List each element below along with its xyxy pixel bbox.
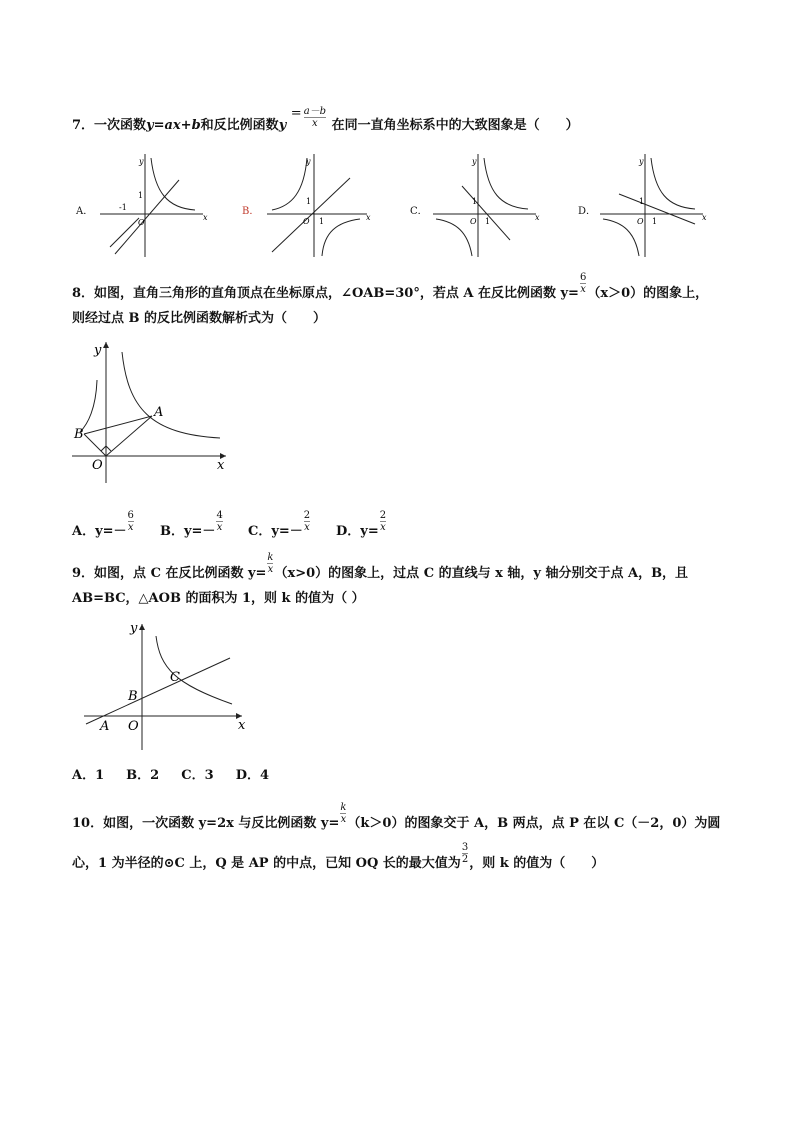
q8-choice-a[interactable]	[72, 510, 135, 543]
q8-choice-c-label: C．y=－	[248, 524, 303, 539]
q7-graph-c	[428, 152, 558, 262]
q7-a-x-label: x	[203, 213, 208, 222]
q10-frac2-num: 3	[461, 842, 469, 853]
q7-b-x-label: x	[366, 213, 371, 222]
q9-point-c: C	[170, 670, 180, 685]
question-10-stem	[72, 802, 732, 835]
q8-point-b: B	[74, 427, 84, 442]
q9-point-a: A	[100, 719, 110, 734]
q9-fraction	[267, 552, 273, 575]
q7-stem-c: 在同一直角坐标系中的大致图象是（ ）	[331, 118, 579, 133]
q8-line2: 则经过点 B 的反比例函数解析式为（ ）	[72, 311, 327, 326]
q8-line1-a: 8．如图，直角三角形的直角顶点在坐标原点，∠OAB=30°，若点 A 在反比例函数 y=	[72, 286, 579, 301]
q7-a-y-label: y	[139, 157, 144, 166]
q9-x-label: x	[238, 718, 246, 733]
q7-d-x-label: x	[702, 213, 707, 222]
q7-option-a-label[interactable]: A．	[76, 206, 94, 217]
q9-y-label: y	[130, 621, 138, 636]
q7-b-origin: O	[303, 217, 310, 226]
q7-d-y-label: y	[639, 157, 644, 166]
q7-graph-b	[262, 152, 382, 262]
q8-choice-c[interactable]	[248, 510, 311, 543]
q8-line1-b: （x＞0）的图象上，	[587, 286, 709, 301]
q7-a-origin: O	[138, 218, 145, 227]
q8-point-a: A	[154, 405, 164, 420]
q9-frac-den: x	[267, 564, 274, 575]
q10-fraction-2	[462, 842, 468, 865]
question-10-line2	[72, 842, 732, 875]
q9-figure	[80, 618, 260, 758]
q7-equals: =	[290, 106, 302, 121]
q8-choice-b[interactable]	[160, 510, 224, 543]
q7-d-origin: O	[637, 217, 644, 226]
q7-a-one-y: 1	[138, 191, 144, 200]
question-7-stem	[72, 106, 732, 137]
q7-stem-a: 一次函数	[94, 118, 147, 133]
q7-c-origin: O	[470, 217, 477, 226]
q8-choice-d[interactable]	[336, 510, 387, 543]
q10-frac-den: x	[340, 814, 347, 825]
q8-choice-a-label: A．y=－	[72, 524, 127, 539]
q7-option-c-label[interactable]: C．	[410, 206, 428, 217]
q7-b-one-y: 1	[306, 197, 312, 206]
q8-choice-d-den: x	[380, 522, 386, 533]
q7-c-one-y: 1	[472, 197, 478, 206]
question-8-line2	[72, 308, 732, 330]
q10-line2-b: ，则 k 的值为（ ）	[469, 856, 605, 871]
q8-y-label: y	[94, 343, 102, 358]
q8-choice-b-den: x	[216, 522, 223, 533]
q8-choice-b-label: B．y=－	[160, 524, 216, 539]
q8-x-label: x	[217, 458, 225, 473]
q9-line1-a: 9．如图，点 C 在反比例函数 y=	[72, 566, 267, 581]
q7-frac-num: a－b	[303, 106, 327, 117]
q7-frac-den: x	[312, 118, 318, 129]
q8-choice-a-den: x	[127, 522, 134, 533]
q7-c-one-x: 1	[485, 217, 491, 226]
q7-graph-d	[595, 152, 725, 262]
q8-choices	[72, 510, 472, 544]
q9-choices[interactable]	[72, 765, 732, 787]
q8-choice-d-label: D．y=	[336, 524, 379, 539]
q8-choice-b-num: 4	[216, 510, 223, 521]
q8-figure	[70, 338, 240, 488]
q10-fraction	[340, 802, 346, 825]
q10-line1-a: 10．如图，一次函数 y=2x 与反比例函数 y=	[72, 816, 340, 831]
q7-c-y-label: y	[472, 157, 477, 166]
q10-line2-a: 心，1 为半径的⊙C 上，Q 是 AP 的中点，已知 OQ 长的最大值为	[72, 856, 461, 871]
q7-c-x-label: x	[535, 213, 540, 222]
q7-b-y-label: y	[306, 157, 311, 166]
q8-choice-c-den: x	[304, 522, 310, 533]
q9-choices-text: A．1 B．2 C．3 D．4	[72, 768, 270, 783]
q9-point-b: B	[128, 689, 138, 704]
q7-stem-b: 和反比例函数	[200, 118, 279, 133]
q7-linear-formula: y=ax+b	[146, 118, 201, 133]
q7-b-one-x: 1	[319, 217, 325, 226]
q10-frac2-den: 2	[461, 854, 469, 865]
q8-choice-d-num: 2	[379, 510, 387, 521]
q8-frac-num: 6	[579, 272, 587, 283]
q9-line1-b: （x>0）的图象上，过点 C 的直线与 x 轴，y 轴分别交于点 A，B，且	[274, 566, 689, 581]
q8-origin: O	[92, 458, 103, 473]
q7-fraction	[304, 106, 326, 129]
q7-d-one-x: 1	[652, 217, 658, 226]
q8-frac-den: x	[580, 284, 586, 295]
q10-line1-b: （k＞0）的图象交于 A，B 两点，点 P 在以 C（－2，0）为圆	[347, 816, 721, 831]
question-9-stem	[72, 552, 732, 585]
q10-frac-num: k	[340, 802, 347, 813]
q7-graph-a	[95, 152, 215, 262]
q9-frac-num: k	[267, 552, 274, 563]
q7-y: y	[278, 118, 287, 133]
q7-a-neg-one: -1	[119, 203, 127, 212]
q9-line2: AB=BC，△AOB 的面积为 1，则 k 的值为（ ）	[72, 591, 365, 606]
question-8-stem	[72, 272, 732, 305]
q7-option-b-label[interactable]: B．	[242, 206, 260, 217]
q8-fraction	[580, 272, 586, 295]
q7-option-d-label[interactable]: D．	[578, 206, 597, 217]
q7-number: 7．	[72, 118, 95, 133]
q9-origin: O	[128, 719, 139, 734]
q7-d-one-y: 1	[639, 197, 645, 206]
q8-choice-a-num: 6	[127, 510, 134, 521]
question-9-line2	[72, 588, 732, 610]
q8-choice-c-num: 2	[303, 510, 311, 521]
